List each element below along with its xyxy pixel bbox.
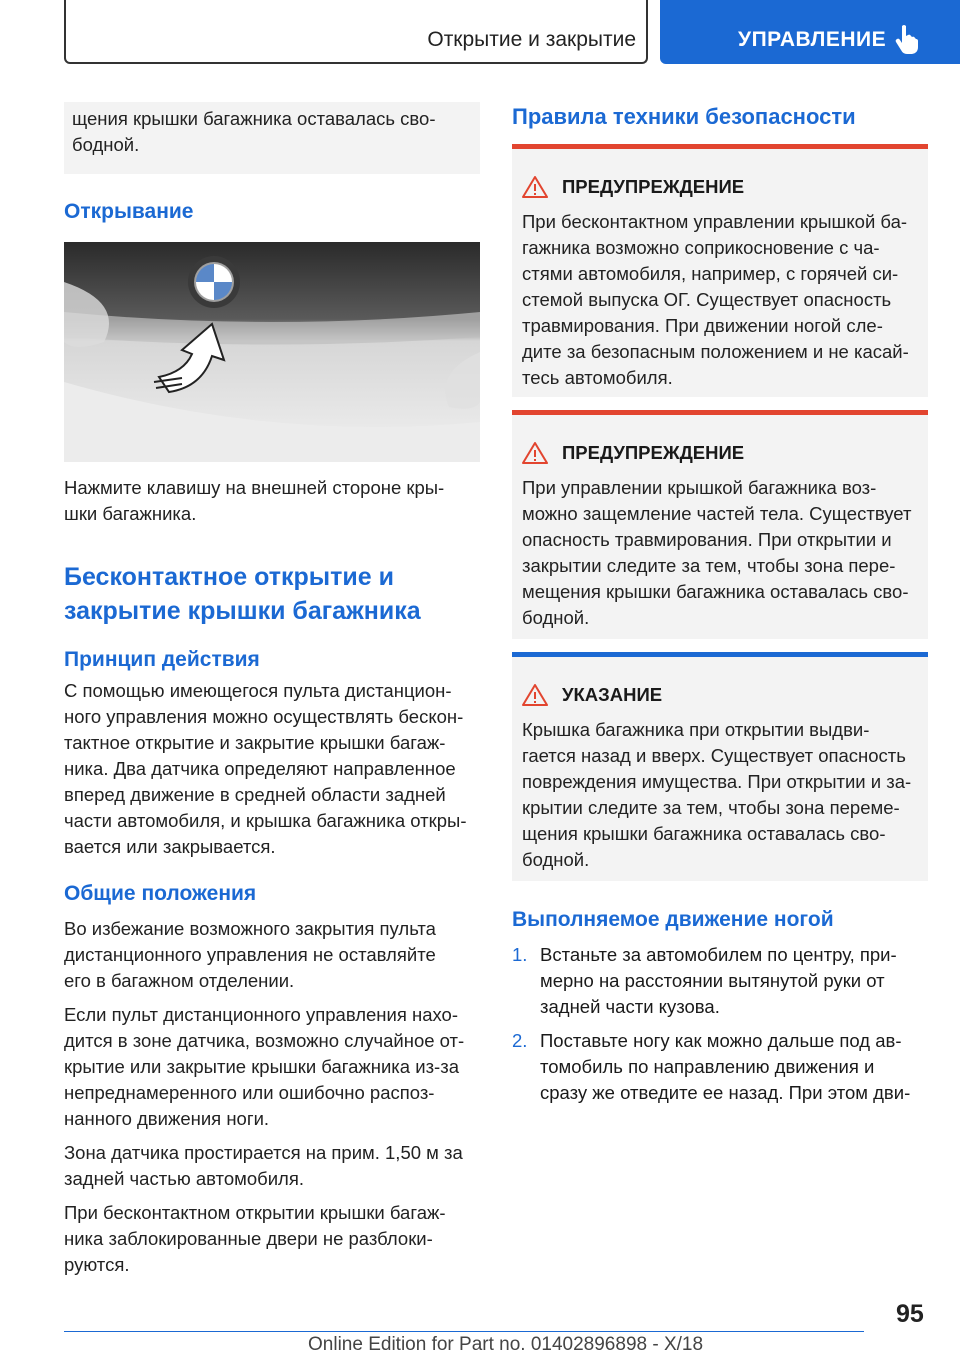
list-item xyxy=(512,1028,928,1106)
warning-title-row xyxy=(522,175,918,199)
list-item xyxy=(512,942,928,1020)
notice-box xyxy=(512,657,928,881)
warning-title: ПРЕДУПРЕЖДЕНИЕ xyxy=(562,442,745,463)
page-number: 95 xyxy=(896,1300,924,1328)
notice-title: УКАЗАНИЕ xyxy=(562,684,663,705)
general-text xyxy=(64,916,480,1286)
warning-triangle-icon xyxy=(522,441,548,465)
photo-caption: Нажмите клавишу на внешней стороне кры- шки багажника. xyxy=(64,477,445,524)
warning-text: При бесконтактном управлении крышкой ба- гажника возможно соприкосновение с ча- стями автомобиля, например, с горячей си- стемой выпуска ОГ. Существует опасность травмирования. При движении ногой сле- дите за безопасным положением и не касай- тесь автомобиля. xyxy=(522,211,909,388)
warning-text: При управлении крышкой багажника воз- можно защемление частей тела. Существует опасность травмирования. При открытии и закрытии следите за тем, чтобы зона пере- мещения крышки багажника оставалась сво- бодной. xyxy=(522,477,912,628)
general-paragraph: Если пульт дистанционного управления нахо- дится в зоне датчика, возможно случайное от- крытие или закрытие крышки багажника из-за непреднамеренного или ошибочно распоз- нанного движения ноги. xyxy=(64,1004,465,1129)
footer-edition: Online Edition for Part no. 01402896898 - X/18 xyxy=(308,1334,704,1355)
chapter-title: УПРАВЛЕНИЕ xyxy=(738,28,887,51)
step-text: Поставьте ногу как можно дальше под ав- томобиль по направлению движения и сразу же отведите ее назад. При этом дви- xyxy=(540,1030,911,1103)
continued-note-box xyxy=(64,102,480,174)
warning-title-row xyxy=(522,441,918,465)
warning-title: ПРЕДУПРЕЖДЕНИЕ xyxy=(562,176,745,197)
notice-title-row xyxy=(522,683,918,707)
notice-text: Крышка багажника при открытии выдви- гается назад и вверх. Существует опасность повреждения имущества. При открытии и за- крытии следите за тем, чтобы зона переме- щения крышки багажника оставалась сво- бодной. xyxy=(522,719,912,870)
trunk-illustration xyxy=(64,242,480,462)
steps-list xyxy=(512,942,928,1114)
principle-text: С помощью имеющегося пульта дистанцион- ного управления можно осуществлять бескон- тактное открытие и закрытие крышки багаж- ника. Два датчика определяют направленное вперед движение в средней области задней части автомобиля, и крышка багажника откры- вается или закрывается. xyxy=(64,680,467,857)
step-number: 2. xyxy=(512,1030,528,1051)
section-title: Открытие и закрытие xyxy=(427,28,636,51)
step-number: 1. xyxy=(512,944,528,965)
header-chapter-tab[interactable] xyxy=(660,0,960,64)
opening-heading: Открывание xyxy=(64,200,194,223)
foot-movement-heading: Выполняемое движение ногой xyxy=(512,908,834,931)
footer-divider xyxy=(64,1331,864,1332)
general-paragraph: Зона датчика простирается на прим. 1,50 м за задней частью автомобиля. xyxy=(64,1142,463,1189)
step-text: Встаньте за автомобилем по центру, при- мерно на расстоянии вытянутой руки от задней части кузова. xyxy=(540,944,897,1017)
header-section-tab xyxy=(64,0,648,64)
main-heading: Бесконтактное открытие и закрытие крышки багажника xyxy=(64,563,421,625)
hand-pointer-icon xyxy=(892,24,920,54)
warning-box-1 xyxy=(512,149,928,397)
warning-triangle-icon xyxy=(522,175,548,199)
principle-heading: Принцип действия xyxy=(64,648,260,671)
general-paragraph: Во избежание возможного закрытия пульта дистанционного управления не оставляйте его в багажном отделении. xyxy=(64,918,436,991)
general-heading: Общие положения xyxy=(64,882,257,905)
continued-note-text: щения крышки багажника оставалась сво- бодной. xyxy=(72,108,436,155)
warning-box-2 xyxy=(512,415,928,639)
general-paragraph: При бесконтактном открытии крышки багаж- ника заблокированные двери не разблоки- руются. xyxy=(64,1202,446,1275)
safety-heading: Правила техники безопасности xyxy=(512,104,856,129)
trunk-photo xyxy=(64,242,480,462)
notice-triangle-icon xyxy=(522,683,548,707)
